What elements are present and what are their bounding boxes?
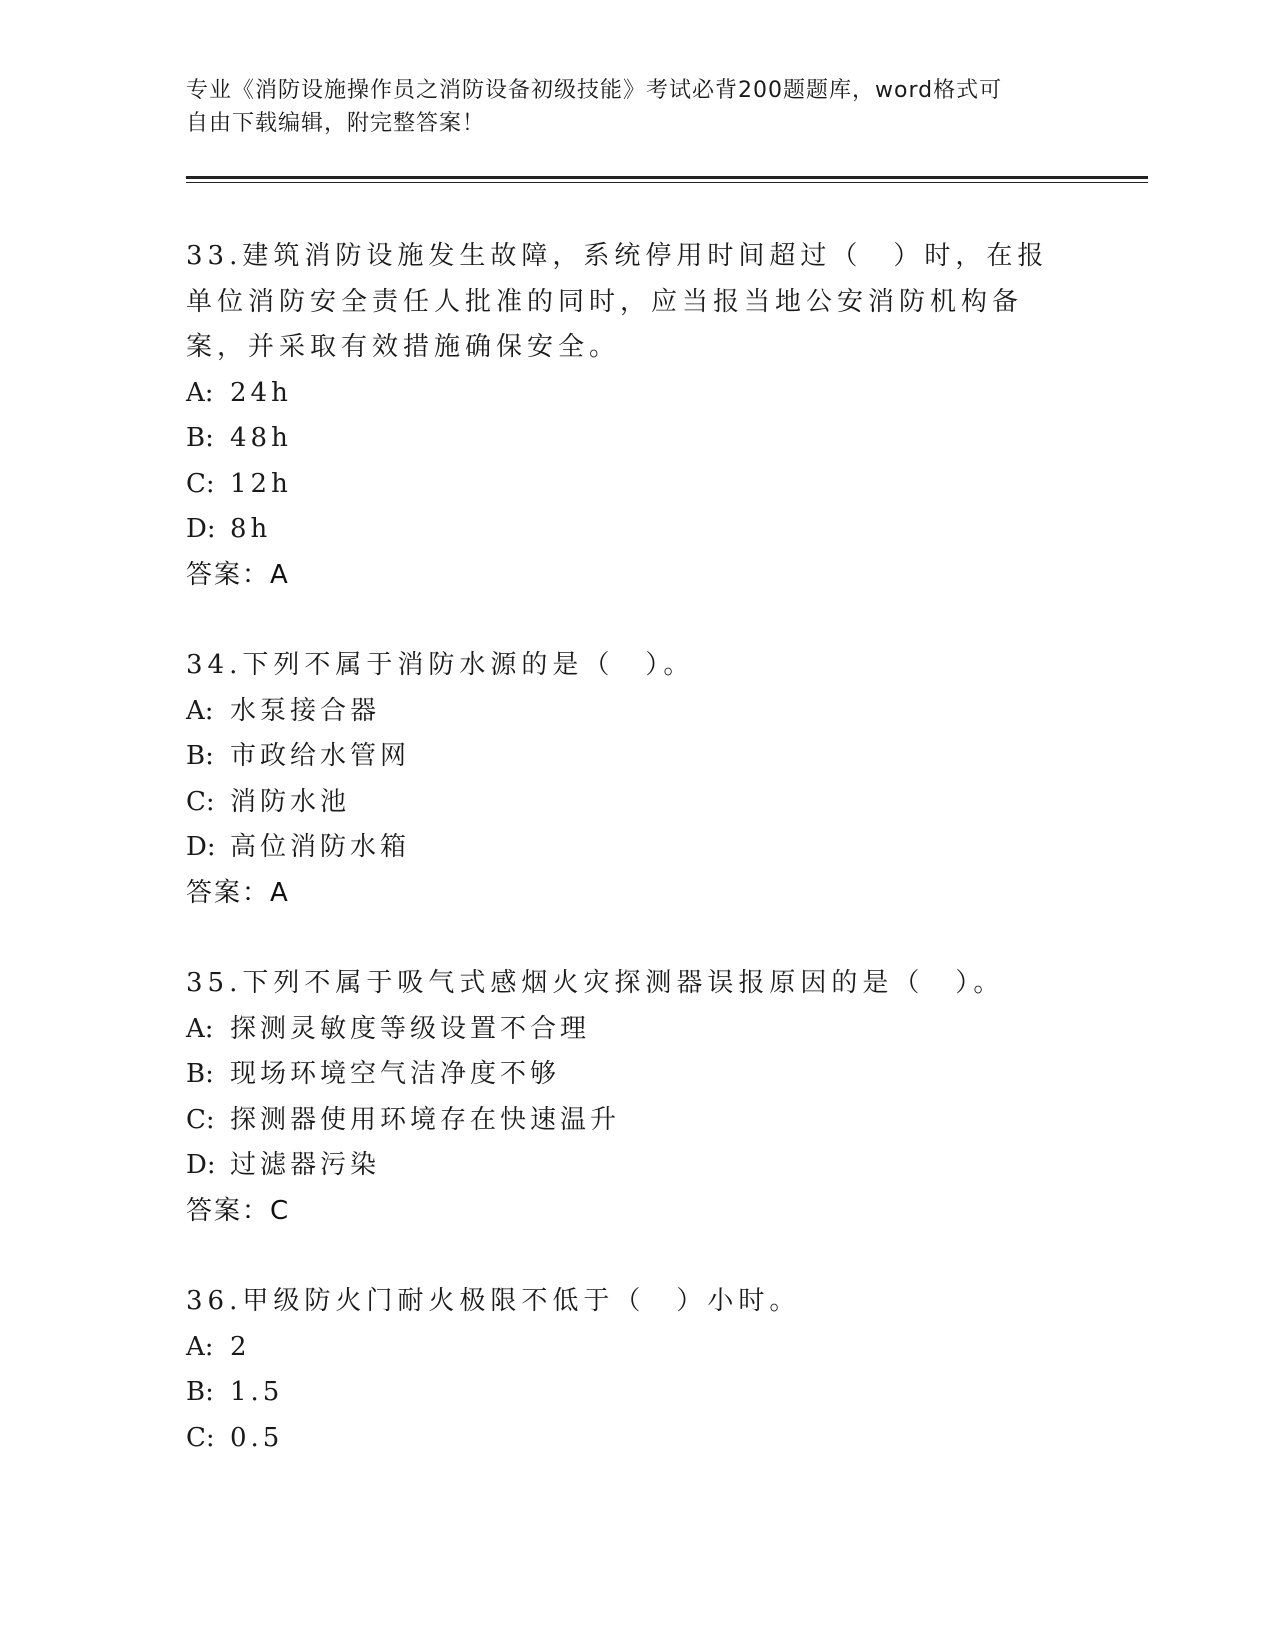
option-a <box>186 1325 1076 1371</box>
option-c <box>186 1098 1076 1144</box>
option-d <box>186 507 1076 553</box>
option-label: D: <box>186 832 216 862</box>
header-line-2: 自由下载编辑，附完整答案！ <box>186 111 486 136</box>
option-label: C: <box>186 786 215 817</box>
option-a <box>186 1007 1076 1053</box>
option-c <box>186 1416 1076 1462</box>
question-35 <box>186 961 1076 1234</box>
option-a <box>186 371 1076 417</box>
option-label: B: <box>186 1059 214 1089</box>
option-text: 2 <box>230 1331 251 1362</box>
option-label: A: <box>186 1013 214 1044</box>
option-b <box>186 416 1076 462</box>
question-36 <box>186 1279 1076 1461</box>
option-a <box>186 689 1076 735</box>
question-stem: 34.下列不属于消防水源的是（ ）。 <box>186 650 695 680</box>
option-label: C: <box>186 1422 215 1453</box>
option-label: B: <box>186 423 214 453</box>
document-header <box>186 74 1086 140</box>
header-line-1: 专业《消防设施操作员之消防设备初级技能》考试必背200题题库，word格式可 <box>186 78 1003 103</box>
option-label: D: <box>186 1150 216 1180</box>
question-34 <box>186 643 1076 916</box>
option-text: 12h <box>230 468 292 499</box>
option-d <box>186 825 1076 871</box>
answer-line: 答案：C <box>186 1195 291 1226</box>
option-text: 48h <box>230 423 292 453</box>
option-label: A: <box>186 1331 214 1362</box>
answer-line: 答案：A <box>186 559 290 590</box>
option-label: B: <box>186 741 214 771</box>
question-stem: 33.建筑消防设施发生故障，系统停用时间超过（ ）时，在报单位消防安全责任人批准的同时，应当报当地公安消防机构备案，并采取有效措施确保安全。 <box>186 241 1049 362</box>
option-text: 消防水池 <box>230 786 351 817</box>
option-label: A: <box>186 695 214 726</box>
option-text: 24h <box>230 377 292 408</box>
option-b <box>186 1370 1076 1416</box>
option-text: 探测灵敏度等级设置不合理 <box>230 1013 591 1044</box>
question-stem: 35.下列不属于吸气式感烟火灾探测器误报原因的是（ ）。 <box>186 968 1005 998</box>
answer-line: 答案：A <box>186 877 290 908</box>
option-b <box>186 734 1076 780</box>
option-text: 1.5 <box>230 1377 284 1407</box>
option-text: 过滤器污染 <box>230 1150 381 1180</box>
question-33 <box>186 234 1076 598</box>
option-c <box>186 462 1076 508</box>
option-text: 探测器使用环境存在快速温升 <box>230 1104 621 1135</box>
option-b <box>186 1052 1076 1098</box>
option-text: 0.5 <box>230 1422 284 1453</box>
question-list <box>186 234 1076 1506</box>
option-text: 高位消防水箱 <box>230 832 411 862</box>
option-text: 8h <box>230 514 272 544</box>
option-label: B: <box>186 1377 214 1407</box>
header-rule-thick <box>186 176 1148 179</box>
option-label: D: <box>186 514 216 544</box>
option-d <box>186 1143 1076 1189</box>
option-text: 水泵接合器 <box>230 695 381 726</box>
option-label: C: <box>186 1104 215 1135</box>
option-text: 市政给水管网 <box>230 741 411 771</box>
option-label: A: <box>186 377 214 408</box>
header-rule-thin <box>186 182 1148 183</box>
option-text: 现场环境空气洁净度不够 <box>230 1059 561 1089</box>
option-c <box>186 780 1076 826</box>
option-label: C: <box>186 468 215 499</box>
question-stem: 36.甲级防火门耐火极限不低于（ ）小时。 <box>186 1286 801 1316</box>
